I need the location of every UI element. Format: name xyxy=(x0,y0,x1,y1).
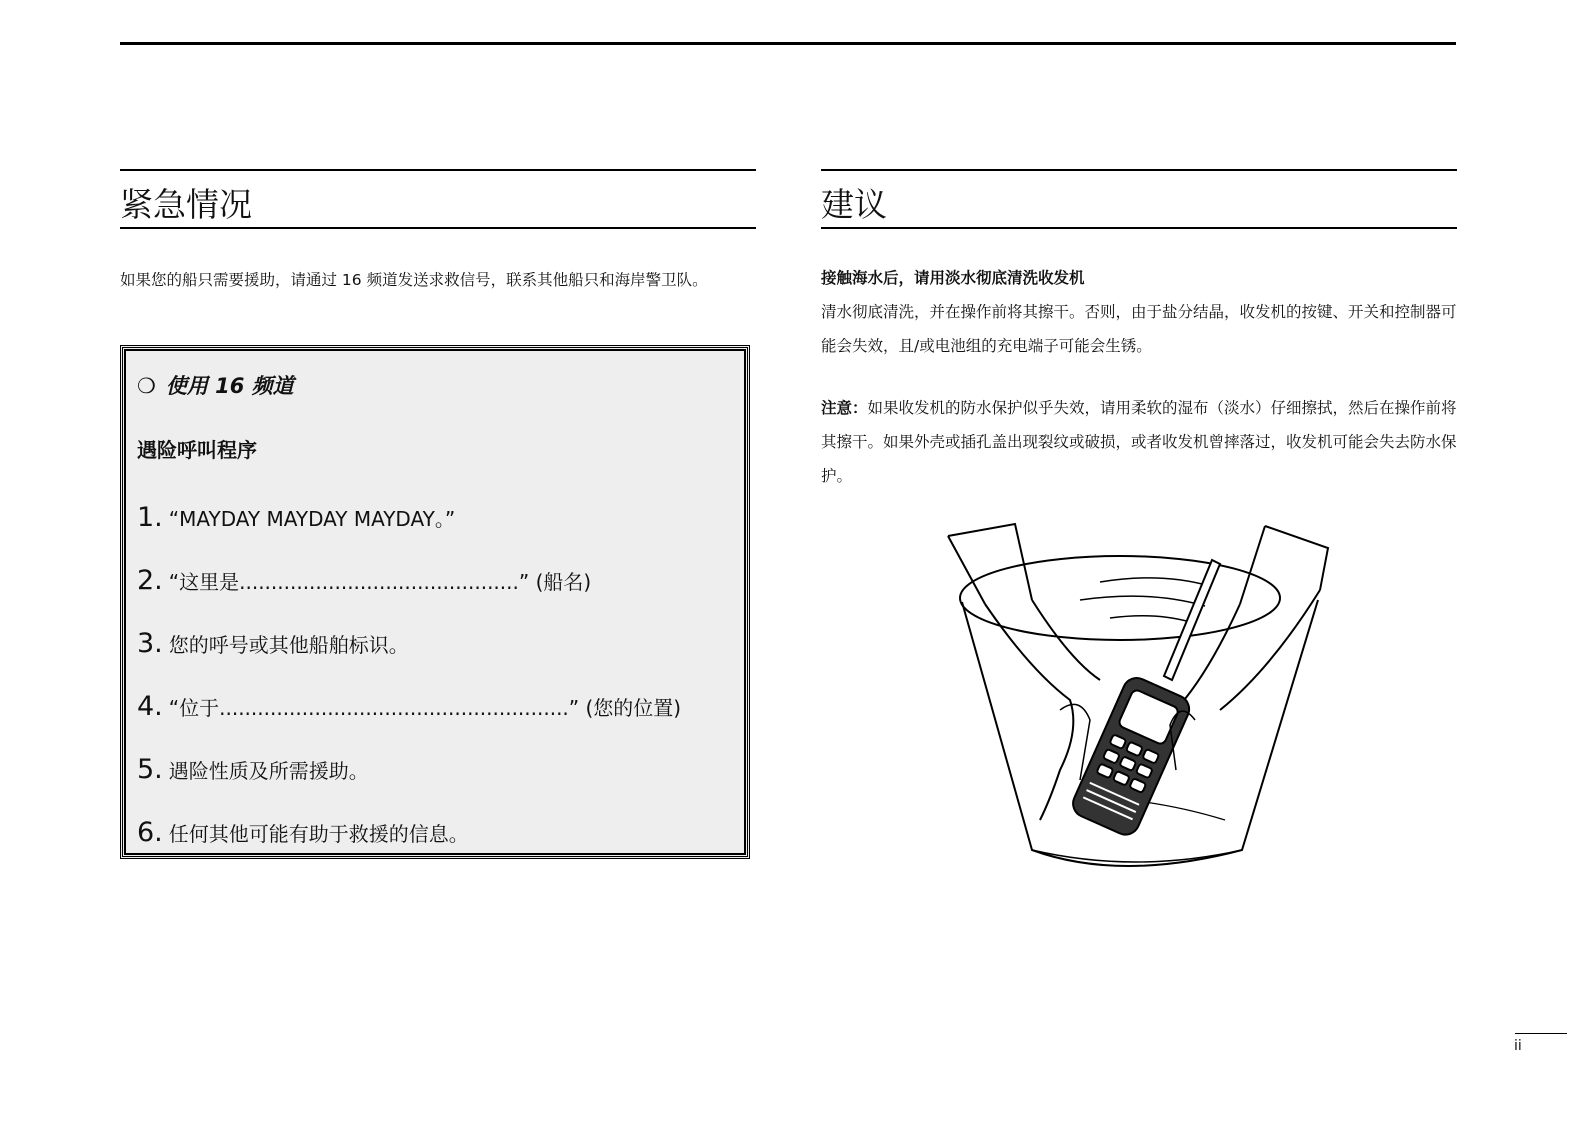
section-title-rule xyxy=(120,227,756,229)
step-item xyxy=(137,692,681,755)
intro-paragraph: 如果您的船只需要援助，请通过 16 频道发送求救信号，联系其他船只和海岸警卫队。 xyxy=(120,270,708,289)
step-text: “位于.......................................................” (您的位置) xyxy=(168,696,682,720)
callout-subheading: 遇险呼叫程序 xyxy=(137,438,257,462)
step-number: 2. xyxy=(137,565,163,596)
step-item xyxy=(137,566,681,629)
note-paragraph xyxy=(821,391,1457,493)
recommendation-subheading: 接触海水后，请用淡水彻底清洗收发机 xyxy=(821,268,1085,287)
step-number: 6. xyxy=(137,817,163,848)
section-title: 建议 xyxy=(821,184,887,224)
section-title: 紧急情况 xyxy=(120,184,252,224)
channel16-callout xyxy=(120,345,750,859)
step-text: 任何其他可能有助于救援的信息。 xyxy=(168,822,469,846)
section-head-rule xyxy=(821,169,1457,171)
step-number: 4. xyxy=(137,691,163,722)
step-item xyxy=(137,818,681,881)
step-text: 遇险性质及所需援助。 xyxy=(168,759,369,783)
page-number-rule xyxy=(1515,1033,1567,1034)
step-number: 3. xyxy=(137,628,163,659)
step-item xyxy=(137,755,681,818)
note-text: 如果收发机的防水保护似乎失效，请用柔软的湿布（淡水）仔细擦拭，然后在操作前将其擦干。如果外壳或插孔盖出现裂纹或破损，或者收发机曾摔落过，收发机可能会失去防水保护。 xyxy=(821,398,1457,485)
bucket-rim xyxy=(960,556,1280,640)
section-emergency xyxy=(120,169,756,848)
step-text: 您的呼号或其他船舶标识。 xyxy=(168,633,409,657)
step-number: 5. xyxy=(137,754,163,785)
step-number: 1. xyxy=(137,502,163,533)
step-item xyxy=(137,503,681,566)
distress-steps xyxy=(137,503,681,881)
step-text: “这里是............................................” (船名) xyxy=(168,570,592,594)
right-arm xyxy=(1265,526,1328,590)
callout-heading xyxy=(137,370,294,400)
step-text: “MAYDAY MAYDAY MAYDAY。” xyxy=(168,507,456,531)
circle-bullet-icon: ❍ xyxy=(137,374,156,398)
washing-radio-illustration xyxy=(940,520,1340,880)
recommendation-body: 清水彻底清洗，并在操作前将其擦干。否则，由于盐分结晶，收发机的按键、开关和控制器可能会失效，且/或电池组的充电端子可能会生锈。 xyxy=(821,302,1457,355)
page-number: ii xyxy=(1514,1038,1522,1054)
section-recommendation xyxy=(821,169,1457,493)
left-arm xyxy=(948,524,1032,600)
note-label: 注意： xyxy=(821,398,868,417)
section-head-rule xyxy=(120,169,756,171)
radio-antenna xyxy=(1164,560,1220,680)
callout-heading-text: 使用 16 频道 xyxy=(165,374,294,398)
step-item xyxy=(137,629,681,692)
top-rule xyxy=(120,42,1456,45)
section-title-rule xyxy=(821,227,1457,229)
